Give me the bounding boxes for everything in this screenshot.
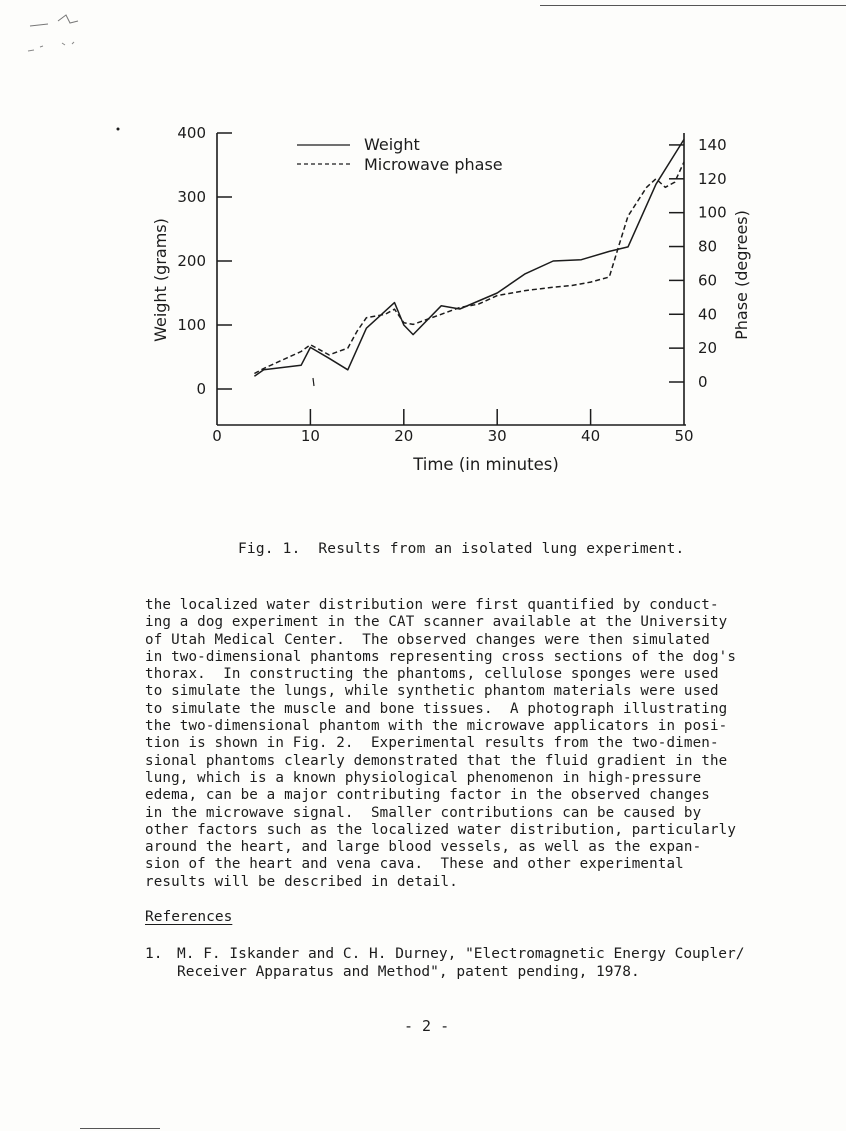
body-line: around the heart, and large blood vessels, as well as the expan- [145, 839, 702, 856]
body-line: sion of the heart and vena cava. These and other experimental [145, 856, 684, 873]
body-line: lung, which is a known physiological phenomenon in high-pressure [145, 769, 702, 786]
body-line: the two-dimensional phantom with the microwave applicators in posi- [145, 718, 728, 735]
y-right-tick-label: 120 [698, 169, 727, 188]
body-line: to simulate the muscle and bone tissues. A photograph illustrating [145, 700, 728, 717]
body-line: the localized water distribution were first quantified by conduct- [145, 597, 719, 613]
body-line: of Utah Medical Center. The observed changes were then simulated [145, 631, 710, 648]
legend-label-phase: Microwave phase [364, 155, 503, 174]
x-tick-label: 30 [487, 427, 507, 445]
scan-speck [313, 378, 314, 386]
body-line: thorax. In constructing the phantoms, cellulose sponges were used [145, 666, 719, 683]
x-tick-label: 50 [674, 427, 694, 445]
y-right-tick-label: 40 [698, 305, 718, 324]
y-right-tick-label: 20 [698, 339, 718, 358]
figure-1-chart [0, 0, 846, 520]
body-line: to simulate the lungs, while synthetic phantom materials were used [145, 683, 719, 700]
body-paragraph [145, 597, 745, 891]
y-axis-right-label: Phase (degrees) [732, 210, 751, 340]
y-left-tick-label: 0 [196, 380, 206, 398]
page-number: - 2 - [404, 1017, 450, 1035]
body-line: in the microwave signal. Smaller contributions can be caused by [145, 804, 702, 821]
y-left-tick-label: 100 [177, 316, 206, 334]
body-line: in two-dimensional phantoms representing cross sections of the dog's [145, 648, 737, 665]
x-tick-label: 10 [300, 427, 320, 445]
y-axis-left-label: Weight (grams) [151, 218, 170, 342]
chart-legend [297, 135, 503, 174]
scan-speck [117, 128, 120, 131]
references-heading: References [145, 909, 233, 925]
y-right-tick-label: 140 [698, 135, 727, 154]
body-line: ing a dog experiment in the CAT scanner available at the University [145, 614, 728, 631]
series-line-phase [254, 162, 684, 374]
x-tick-label: 0 [212, 427, 222, 445]
y-right-tick-label: 0 [698, 373, 708, 391]
x-tick-label: 40 [581, 427, 601, 445]
body-line: other factors such as the localized water distribution, particularly [145, 821, 737, 838]
scan-marks [30, 15, 78, 26]
legend-label-weight: Weight [364, 135, 420, 154]
body-line: edema, can be a major contributing factor in the observed changes [145, 787, 710, 804]
y-left-tick-label: 400 [177, 124, 206, 142]
reference-line: Receiver Apparatus and Method", patent pending, 1978. [177, 964, 640, 980]
y-right-tick-label: 60 [698, 271, 718, 290]
x-axis-label: Time (in minutes) [413, 455, 559, 474]
body-line: results will be described in detail. [145, 873, 458, 890]
scan-marks [28, 42, 74, 51]
y-right-tick-label: 80 [698, 237, 718, 256]
reference-number: 1. [145, 946, 163, 962]
data-series [254, 139, 684, 376]
x-tick-label: 20 [394, 427, 414, 445]
tick-marks [217, 133, 684, 425]
y-left-tick-label: 300 [177, 188, 206, 206]
axes [217, 133, 686, 425]
series-line-weight [254, 139, 684, 376]
reference-line: M. F. Iskander and C. H. Durney, "Electromagnetic Energy Coupler/ [177, 946, 745, 962]
y-left-tick-label: 200 [177, 252, 206, 270]
body-line: tion is shown in Fig. 2. Experimental results from the two-dimen- [145, 735, 719, 752]
reference-item [145, 945, 765, 981]
y-right-tick-label: 100 [698, 203, 727, 222]
scan-edge-line [80, 1128, 160, 1129]
body-line: sional phantoms clearly demonstrated that the fluid gradient in the [145, 752, 728, 769]
figure-caption: Fig. 1. Results from an isolated lung experiment. [238, 541, 685, 557]
